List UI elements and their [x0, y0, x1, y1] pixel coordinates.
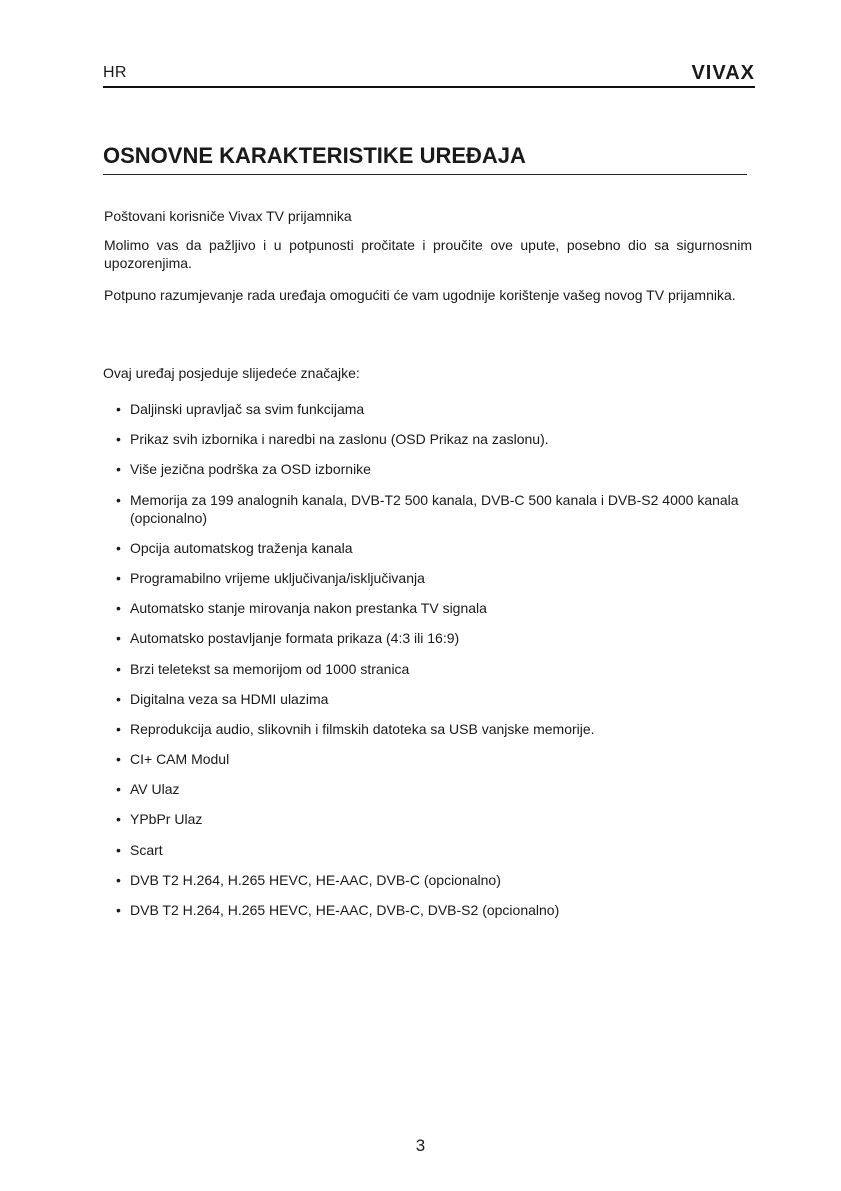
feature-text: CI+ CAM Modul [130, 751, 230, 768]
feature-text: Daljinski upravljač sa svim funkcijama [130, 401, 365, 417]
feature-text: Prikaz svih izbornika i naredbi na zaslonu (OSD Prikaz na zaslonu). [130, 431, 549, 448]
bullet-icon: • [116, 569, 121, 586]
title-divider [103, 174, 747, 175]
feature-text: YPbPr Ulaz [130, 811, 203, 828]
feature-text: AV Ulaz [130, 781, 180, 798]
list-item [116, 539, 746, 557]
bullet-icon: • [116, 871, 121, 888]
list-item [116, 810, 746, 828]
list-item [116, 430, 746, 448]
bullet-icon: • [116, 600, 121, 617]
list-item [116, 599, 746, 617]
list-item [116, 569, 746, 587]
bullet-icon: • [116, 781, 121, 798]
list-item [116, 750, 746, 768]
bullet-icon: • [116, 751, 121, 768]
understanding-paragraph: Potpuno razumjevanje rada uređaja omogućiti će vam ugodnije korištenje vašeg novog TV prijamnika. [104, 287, 736, 303]
feature-text: Memorija za 199 analognih kanala, DVB-T2 500 kanala, DVB-C 500 kanala i DVB-S2 4000 kanala (opcionalno) [130, 491, 739, 526]
bullet-icon: • [116, 902, 121, 918]
page-title: OSNOVNE KARAKTERISTIKE UREĐAJA [103, 143, 526, 168]
bullet-icon: • [116, 630, 121, 647]
feature-text: Brzi teletekst sa memorijom od 1000 stranica [130, 660, 410, 677]
bullet-icon: • [116, 690, 121, 707]
list-item [116, 629, 746, 647]
bullet-icon: • [116, 841, 121, 858]
bullet-icon: • [116, 811, 121, 828]
list-item [116, 871, 746, 889]
feature-text: Opcija automatskog traženja kanala [130, 539, 353, 556]
instructions-paragraph: Molimo vas da pažljivo i u potpunosti pročitate i proučite ove upute, posebno dio sa sigurnosnim upozorenjima. [104, 237, 752, 271]
features-list [116, 400, 746, 931]
list-item [116, 491, 746, 527]
feature-text: Reprodukcija audio, slikovnih i filmskih datoteka sa USB vanjske memorije. [130, 720, 595, 737]
bullet-icon: • [116, 539, 121, 556]
bullet-icon: • [116, 720, 121, 737]
feature-text: Automatsko stanje mirovanja nakon prestanka TV signala [130, 600, 487, 617]
list-item [116, 841, 746, 859]
bullet-icon: • [116, 491, 121, 508]
greeting-paragraph: Poštovani korisniče Vivax TV prijamnika [104, 208, 352, 224]
feature-text: Digitalna veza sa HDMI ulazima [130, 690, 329, 707]
feature-text: Automatsko postavljanje formata prikaza (4:3 ili 16:9) [130, 630, 460, 647]
features-intro: Ovaj uređaj posjeduje slijedeće značajke: [103, 365, 360, 381]
feature-text: Programabilno vrijeme uključivanja/isključivanja [130, 569, 425, 586]
bullet-icon: • [116, 431, 121, 448]
bullet-icon: • [116, 660, 121, 677]
header-language: HR [103, 64, 127, 81]
feature-text: Scart [130, 841, 163, 858]
feature-text: Više jezična podrška za OSD izbornike [130, 461, 371, 478]
list-item [116, 460, 746, 478]
list-item [116, 660, 746, 678]
feature-text: DVB T2 H.264, H.265 HEVC, HE-AAC, DVB-C (opcionalno) [130, 871, 501, 888]
feature-text: DVB T2 H.264, H.265 HEVC, HE-AAC, DVB-C, DVB-S2 (opcionalno) [130, 902, 560, 918]
page-number: 3 [415, 1136, 426, 1155]
list-item [116, 400, 746, 418]
list-item [116, 720, 746, 738]
brand-logo: VIVAX [691, 62, 755, 84]
bullet-icon: • [116, 401, 121, 417]
list-item [116, 690, 746, 708]
bullet-icon: • [116, 461, 121, 478]
header-divider [103, 86, 755, 88]
list-item [116, 780, 746, 798]
list-item [116, 901, 746, 919]
